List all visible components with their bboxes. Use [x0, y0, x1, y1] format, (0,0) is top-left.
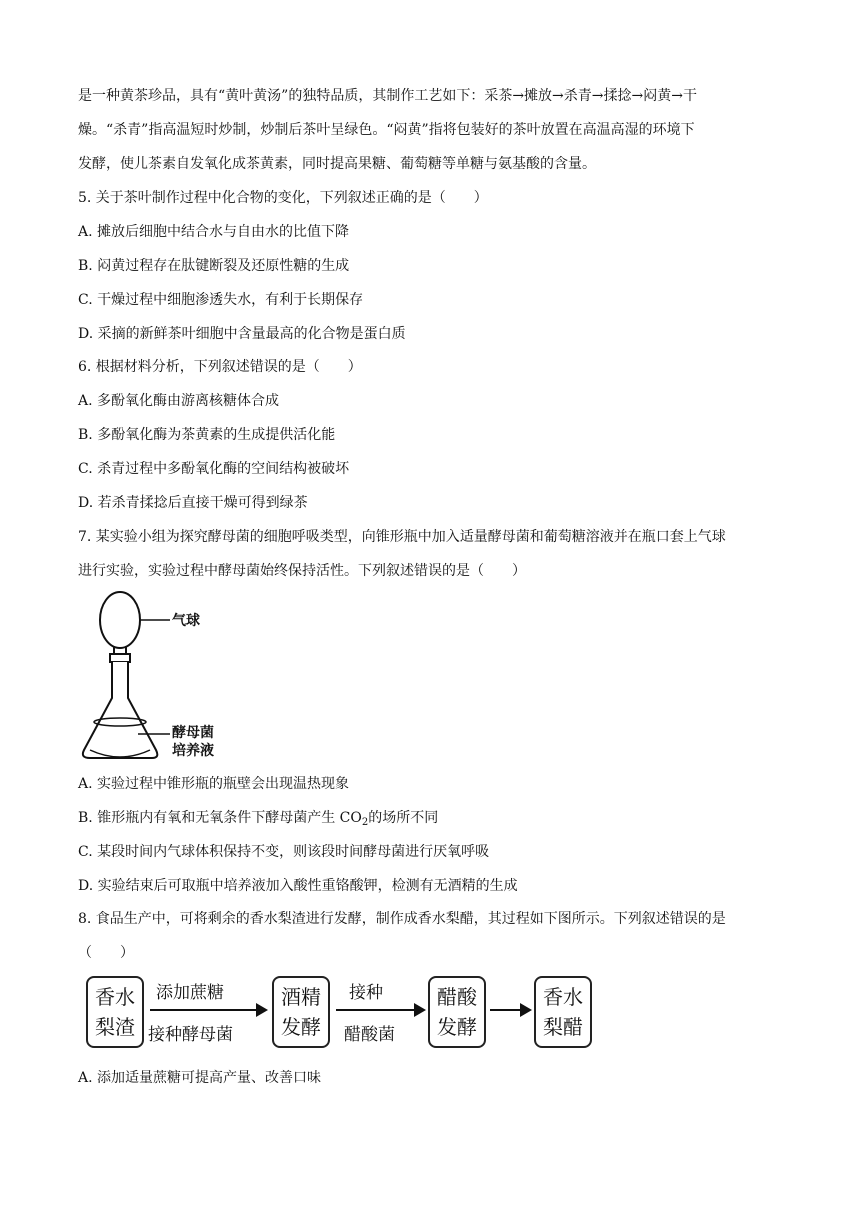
q7-option-b: B. 锥形瓶内有氧和无氧条件下酵母菌产生 $CO_2$的场所不同: [78, 810, 439, 828]
arrow-right-icon: [332, 1000, 428, 1020]
arrow-right-icon: [488, 1000, 534, 1020]
q5-option-a: A. 摊放后细胞中结合水与自由水的比值下降: [78, 224, 350, 240]
q7-stem-1: 7. 某实验小组为探究酵母菌的细胞呼吸类型，向锥形瓶中加入适量酵母菌和葡萄糖溶液并在瓶口套上气球: [78, 529, 726, 545]
arrow-right-icon: [146, 1000, 270, 1020]
q6-stem: 6. 根据材料分析，下列叙述错误的是（ ）: [78, 359, 362, 375]
box-acetic-fermentation: 醋酸 发酵: [428, 976, 486, 1048]
balloon-label: 气球: [172, 613, 200, 629]
q6-option-b: B. 多酚氧化酶为茶黄素的生成提供活化能: [78, 427, 336, 443]
arrow2-top-label: 接种: [349, 983, 383, 1003]
medium-label-1: 酵母菌: [172, 725, 214, 741]
arrow1-top-label: 添加蔗糖: [156, 983, 224, 1003]
q7-stem-2: 进行实验，实验过程中酵母菌始终保持活性。下列叙述错误的是（ ）: [78, 563, 526, 579]
q8-stem-1: 8. 食品生产中，可将剩余的香水梨渣进行发酵，制作成香水梨醋，其过程如下图所示。下列叙述错误的是: [78, 911, 726, 927]
q6-option-d: D. 若杀青揉捻后直接干燥可得到绿茶: [78, 495, 308, 511]
box-pear-residue: 香水 梨渣: [86, 976, 144, 1048]
flask-figure: [78, 588, 248, 768]
process-diagram: [86, 972, 606, 1056]
intro-line-3: 发酵，使儿茶素自发氧化成茶黄素，同时提高果糖、葡萄糖等单糖与氨基酸的含量。: [78, 156, 596, 172]
intro-line-2: 燥。“杀青”指高温短时炒制，炒制后茶叶呈绿色。“闷黄”指将包装好的茶叶放置在高温高湿的环境下: [78, 122, 695, 138]
arrow2-bottom-label: 醋酸菌: [344, 1025, 395, 1045]
q6-option-a: A. 多酚氧化酶由游离核糖体合成: [78, 393, 280, 409]
q7-option-c: C. 某段时间内气球体积保持不变，则该段时间酵母菌进行厌氧呼吸: [78, 844, 490, 860]
q7-option-a: A. 实验过程中锥形瓶的瓶壁会出现温热现象: [78, 776, 350, 792]
q5-option-b: B. 闷黄过程存在肽键断裂及还原性糖的生成: [78, 258, 350, 274]
q5-option-c: C. 干燥过程中细胞渗透失水，有利于长期保存: [78, 292, 364, 308]
erlenmeyer-flask-icon: [78, 588, 248, 768]
box-alcohol-fermentation: 酒精 发酵: [272, 976, 330, 1048]
balloon-icon: [100, 592, 140, 648]
box-pear-vinegar: 香水 梨醋: [534, 976, 592, 1048]
q8-stem-2: （ ）: [78, 945, 134, 961]
flask-body: [83, 662, 157, 758]
q8-option-a: A. 添加适量蔗糖可提高产量、改善口味: [78, 1070, 322, 1086]
arrow1-bottom-label: 接种酵母菌: [148, 1025, 233, 1045]
q5-option-d: D. 采摘的新鲜茶叶细胞中含量最高的化合物是蛋白质: [78, 326, 406, 342]
q7-option-d: D. 实验结束后可取瓶中培养液加入酸性重铬酸钾，检测有无酒精的生成: [78, 878, 518, 894]
q5-stem: 5. 关于茶叶制作过程中化合物的变化，下列叙述正确的是（ ）: [78, 190, 488, 206]
intro-line-1: 是一种黄茶珍品，具有“黄叶黄汤”的独特品质，其制作工艺如下：采茶→摊放→杀青→揉捻→闷黄→干: [78, 88, 697, 104]
medium-label-2: 培养液: [172, 743, 214, 759]
q6-option-c: C. 杀青过程中多酚氧化酶的空间结构被破坏: [78, 461, 350, 477]
